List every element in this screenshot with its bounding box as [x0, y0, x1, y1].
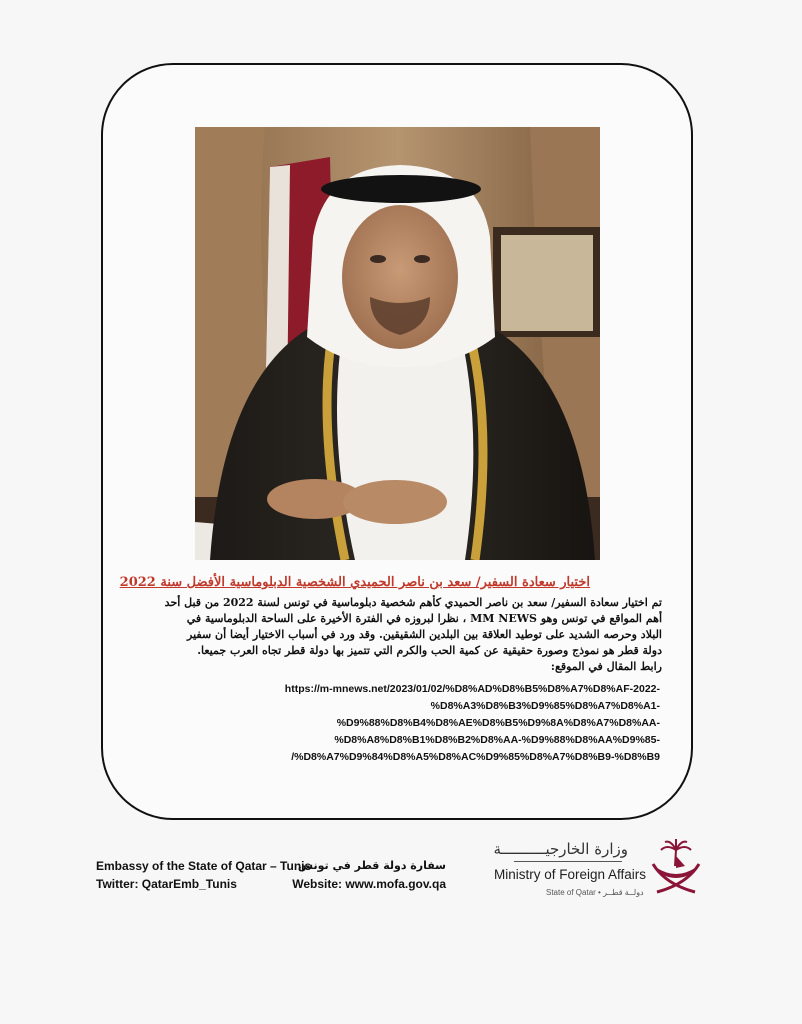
website-link[interactable]: Website: www.mofa.gov.qa [292, 877, 446, 891]
url-line[interactable]: %D9%88%D8%B4%D8%AE%D8%B5%D9%8A%D8%A7%D8%AA- [336, 717, 660, 729]
logo-divider [514, 861, 622, 862]
embassy-name-ar: سفارة دولة قطر في تونس [297, 859, 446, 872]
ambassador-photo [195, 127, 600, 560]
article-link-label: رابط المقال في الموقع: [550, 660, 662, 673]
url-line[interactable]: %D8%A3%D8%B3%D9%85%D8%A7%D8%A1- [430, 700, 660, 712]
qatar-emblem-icon [645, 836, 707, 898]
embassy-name-en: Embassy of the State of Qatar – Tunis [96, 859, 312, 873]
url-line[interactable]: %D8%A8%D8%B1%D8%B2%D8%AA-%D9%88%D8%AA%D9%85- [334, 734, 660, 746]
ministry-logo [490, 834, 710, 904]
url-line[interactable]: https://m-mnews.net/2023/01/02/%D8%AD%D8%B5%D8%A7%D8%AF-2022- [284, 683, 660, 695]
twitter-handle[interactable]: Twitter: QatarEmb_Tunis [96, 877, 237, 891]
state-of-qatar-label: State of Qatar • دولــة قطــر [546, 888, 644, 897]
body-line: أهم المواقع في تونس وهو MM NEWS ، نظرا لبروزه في الفترة الأخيرة على الساحة الدبلوماسية في [186, 612, 662, 625]
article-headline: اختيار سعادة السفير/ سعد بن ناصر الحميدي الشخصية الدبلوماسية الأفضل سنة 2022 [119, 575, 590, 590]
article-body [150, 595, 662, 675]
url-line[interactable]: /%D8%A7%D9%84%D8%A5%D8%AC%D9%85%D8%A7%D8%B9-%D8%B9 [291, 751, 660, 763]
ministry-name-ar: وزارة الخارجيــــــــــة [493, 840, 628, 858]
article-url[interactable] [230, 681, 660, 766]
body-line: تم اختيار سعادة السفير/ سعد بن ناصر الحميدي كأهم شخصية دبلوماسية في تونس لسنة 2022 من قبل أحد [164, 596, 662, 609]
body-line: دولة قطر هو نموذج وصورة حقيقية عن كمية الحب والكرم التي تتميز بها دولة قطر تجاه العرب جميعا. [197, 644, 662, 657]
footer-contact [96, 859, 456, 895]
body-line: البلاد وحرصه الشديد على توطيد العلاقة بين البلدين الشقيقين. وقد ورد في أسباب الاختيار أيضا أن سفير [187, 628, 662, 641]
ministry-name-en: Ministry of Foreign Affairs [494, 867, 647, 882]
